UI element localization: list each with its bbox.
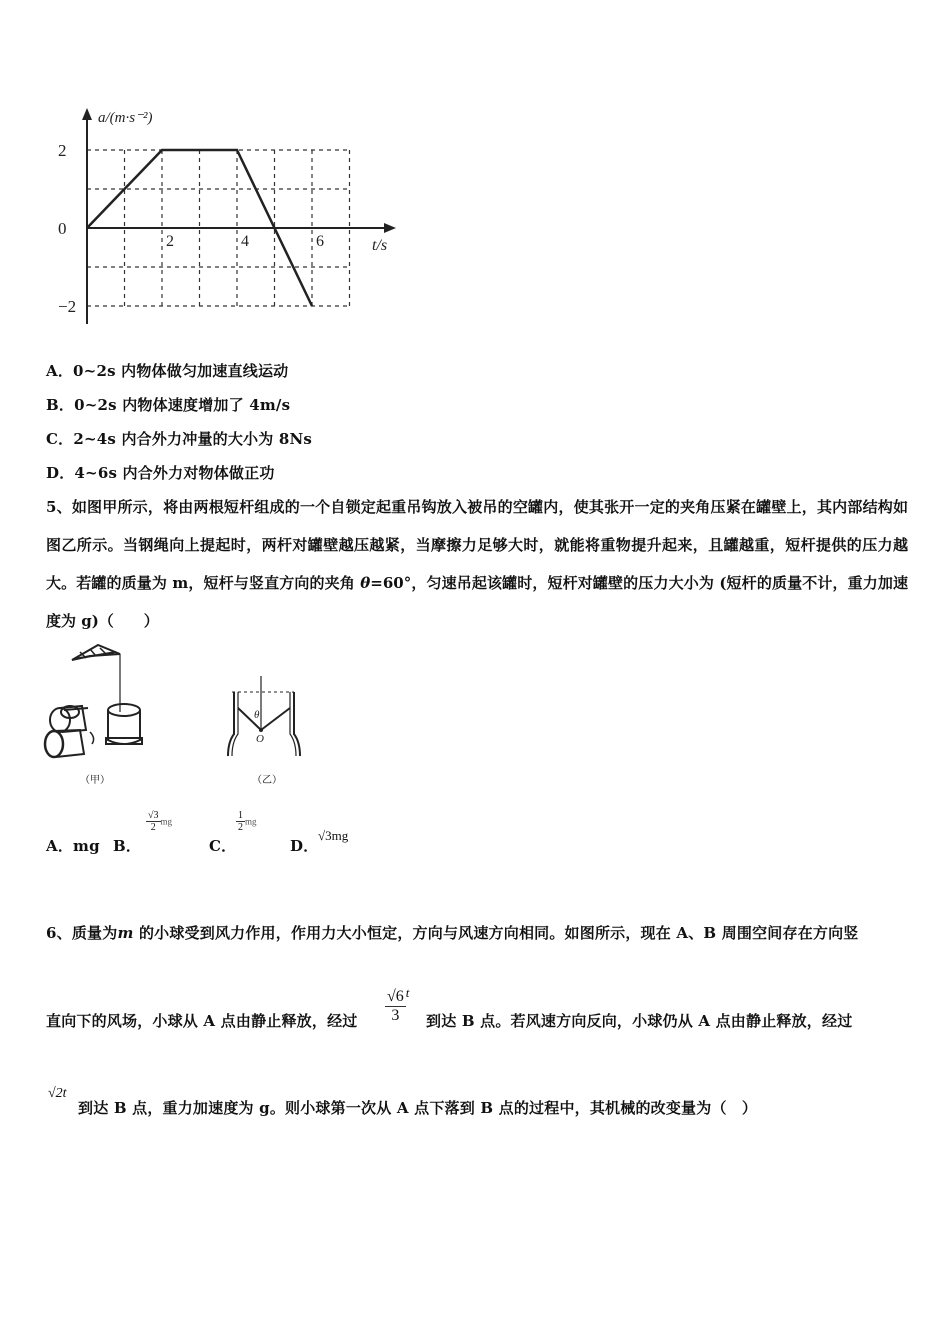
q5-stem: 5、如图甲所示，将由两根短杆组成的一个自锁定起重吊钩放入被吊的空罐内，使其张开一定的夹角压紧在罐壁上，其内部结构如图乙所示。当钢绳向上提起时，两杆对罐壁越压越紧，当摩擦力足够大时，就能将重物提升起来，且罐越重，短杆提供的压力越大。若罐的质量为 m，短杆与竖直方向的夹角 θ=60°，匀速吊起该罐时，短杆对罐壁的压力大小为 (短杆的质量不计，重力加速度为 g)（ ） [46,498,909,630]
y-tick-label: 0 [58,219,67,238]
q5-option-c-label: C． [209,837,237,855]
x-tick-label: 6 [316,233,324,250]
q5-option-c-value: $\frac{1}{2}$ mg [238,810,257,833]
q5-option-a: A．mg [46,837,100,855]
q6-sqrt-2t: √2t [48,1086,67,1101]
q4-option-b: B．0~2s 内物体速度增加了 4m/s [46,396,291,414]
figure-o-label: O [256,733,264,745]
x-axis-label: t/s [372,237,388,254]
figure-yi-hook-structure [218,676,310,766]
figure-jia-caption-text: （甲） [80,775,110,786]
q6-line-2-a: 直向下的风场，小球从 A 点由静止释放，经过 [46,1012,358,1030]
x-tick-label: 2 [166,233,174,250]
y-tick-label: −2 [58,297,77,316]
q4-option-c: C．2~4s 内合外力冲量的大小为 8Ns [46,430,313,448]
y-axis-arrow [82,108,92,120]
figure-yi-caption: （乙） [252,775,282,786]
acceleration-time-chart [50,100,410,332]
q6-fraction: $\frac{√6}{3}$ $^t$ [387,985,410,1024]
q6-line-2-b: 到达 B 点。若风速方向反向，小球仍从 A 点由静止释放，经过 [426,1012,853,1030]
y-axis-label: a/(m·s⁻²) [98,110,153,126]
q6-line-1: 6、质量为m 的小球受到风力作用，作用力大小恒定，方向与风速方向相同。如图所示，现在 A、B 周围空间存在方向竖 [46,924,859,942]
figure-jia-crane-and-cans [40,640,160,770]
q5-option-d-label: D． [290,837,319,855]
q4-option-a: A．0~2s 内物体做匀加速直线运动 [46,362,289,380]
q5-option-b-value: $\frac{√3}{2}$ mg [148,810,173,833]
q6-line-3: 到达 B 点，重力加速度为 g。则小球第一次从 A 点下落到 B 点的过程中，其机械的改变量为（ ） [78,1099,758,1117]
figure-theta-label: θ [254,709,260,721]
q5-option-d-value: √3mg [318,828,349,843]
q5-option-b-label: B． [113,837,142,855]
q4-option-d: D．4~6s 内合外力对物体做正功 [46,464,275,482]
x-tick-label: 4 [241,233,249,250]
y-tick-label: 2 [58,141,67,160]
x-axis-arrow [384,223,396,233]
